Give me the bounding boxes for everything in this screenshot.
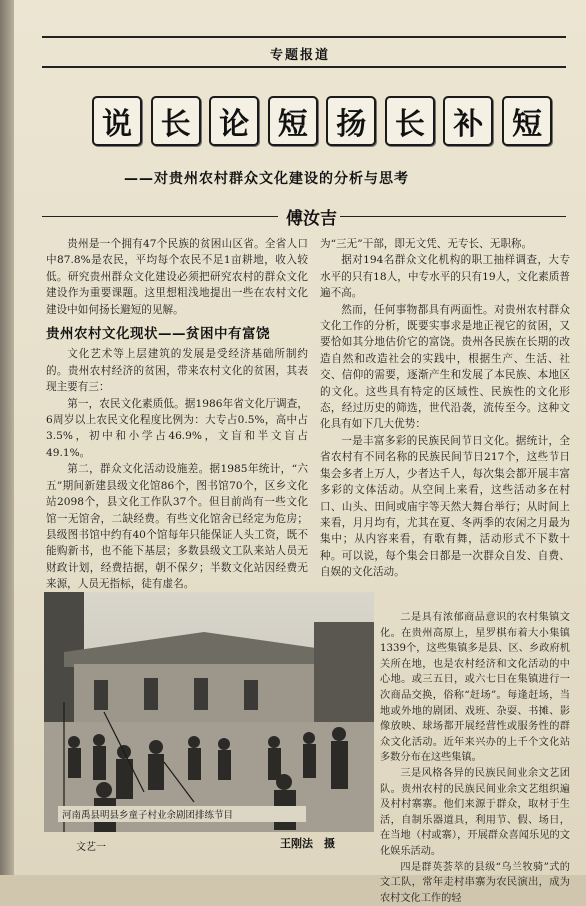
article-author: 傅汝吉 xyxy=(282,204,341,229)
body-paragraph: 三是风格各异的民族民间业余文艺团队。贵州农村的民族民间业余文艺组织遍及村村寨寨。他们来源于群众，取材于生活，自制乐器道具，利用节、假、场日，在当地（村或寨），开展群众喜闻乐见的文化娱乐活动。 xyxy=(380,766,570,860)
headline-char: 长 xyxy=(385,96,435,146)
section-label: 专题报道 xyxy=(14,44,586,63)
article-subtitle: ——对贵州农村群众文化建设的分析与思考 xyxy=(124,168,409,188)
page-footer-mark: 文艺一 xyxy=(76,838,106,853)
article-photo xyxy=(44,592,374,832)
headline-char: 短 xyxy=(502,96,552,146)
photo-caption: 河南禹县明县乡童子村业余剧团排练节目 xyxy=(58,806,306,822)
left-column xyxy=(46,236,308,625)
right-column xyxy=(320,236,570,581)
body-paragraph: 第二，群众文化活动设施差。据1985年统计，“六五”期间新建县级文化馆86个，图书馆70个，区乡文化站2098个，县文化工作队37个。但目前尚有一些文化馆一无馆舍，二缺经费。有些文化馆舍已经定为危房；县级图书馆中约有40个馆每年只能保证人头工资，既不能购新书，也不能下基层；多数县级文工队来站人员无财政计划，经费拮据，朝不保夕；半数文化站因经费无来源，人员无指标，徒有虚名。 xyxy=(46,461,308,592)
headline-char: 说 xyxy=(92,96,142,146)
section-rule-top xyxy=(42,36,566,38)
headline xyxy=(92,96,552,152)
magazine-page xyxy=(14,0,586,875)
body-paragraph: 然而，任何事物都具有两面性。对贵州农村群众文化工作的分析，既要实事求是地正视它的贫困，又要恰如其分地估价它的富饶。贵州各民族在长期的改造自然和改造社会的实践中，根据生产、生活、社交、信仰的需要，逐渐产生和发展了本民族、本地区的文化。这些具有特定的区域性、民族性的文化形态，经过历史的筛选，世代沿袭，流传至今。这种文化具有如下几大优势： xyxy=(320,302,570,433)
body-paragraph: 一是丰富多彩的民族民间节日文化。据统计，全省农村有不同名称的民族民间节日217个，这些节日集会多者上万人，少者达千人，每次集会都开展丰富多彩的文体活动。从空间上来看，这些活动多在村口、山头、田间或庙宇等天然大舞台举行；从时间上来看，月月均有，尤其在夏、冬两季的农闲之月最为集中；从内容来看，有歌有舞，活动形式不下数十种。可以说，每个集会日都是一次群众自发、自费、自娱的文化活动。 xyxy=(320,433,570,581)
headline-char: 扬 xyxy=(326,96,376,146)
body-paragraph: 第一，农民文化素质低。据1986年省文化厅调查，6周岁以上农民文化程度比例为：大专占0.5%，高中占3.5%，初中和小学占46.9%，文盲和半文盲占49.1%。 xyxy=(46,396,308,462)
rehearsal-photo-illustration xyxy=(44,592,374,832)
binding-fold xyxy=(0,0,14,875)
body-paragraph: 四是群英荟萃的县级“乌兰牧骑”式的文工队，常年走村串寨为农民演出，成为农村文化工作的轻 xyxy=(380,860,570,906)
headline-char: 长 xyxy=(151,96,201,146)
body-paragraph: 为“三无”干部，即无文凭、无专长、无职称。 xyxy=(320,236,570,252)
intro-paragraph: 贵州是一个拥有47个民族的贫困山区省。全省人口中87.8%是农民，平均每个农民不足1亩耕地，收入较低。研究贵州群众文化建设必须把研究农村的群众文化建设作为重要课题。这里想粗浅地提出一些在农村文化建设中如何扬长避短的见解。 xyxy=(46,236,308,318)
headline-char: 论 xyxy=(209,96,259,146)
right-column-lower xyxy=(380,610,570,906)
body-paragraph: 文化艺术等上层建筑的发展是受经济基础所制约的。贵州农村经济的贫困，带来农村文化的贫困，其表现主要有三： xyxy=(46,346,308,395)
section-heading: 贵州农村文化现状——贫困中有富饶 xyxy=(46,326,308,342)
body-paragraph: 据对194名群众文化机构的职工抽样调查，大专水平的只有18人，中专水平的只有19人，文化素质普遍不高。 xyxy=(320,252,570,301)
photo-credit: 王刚法 摄 xyxy=(280,835,335,851)
author-rule-right xyxy=(340,216,566,217)
body-paragraph: 二是具有浓郁商品意识的农村集镇文化。在贵州高原上，星罗棋布着大小集镇1339个，这些集镇多是县、区、乡政府机关所在地，也是农村经济和文化活动的中心地。或三五日，或六七日在集镇进行一次商品交换，俗称“赶场”。每逢赶场，当地或外地的剧团、戏班、杂耍、书摊、影像放映、球场都开展经营性或服务性的群众文化活动。近年来兴办的上千个文化站多数分布在这些集镇。 xyxy=(380,610,570,766)
section-rule-bottom xyxy=(42,66,566,68)
author-rule-left xyxy=(42,216,278,217)
headline-char: 短 xyxy=(268,96,318,146)
headline-char: 补 xyxy=(443,96,493,146)
